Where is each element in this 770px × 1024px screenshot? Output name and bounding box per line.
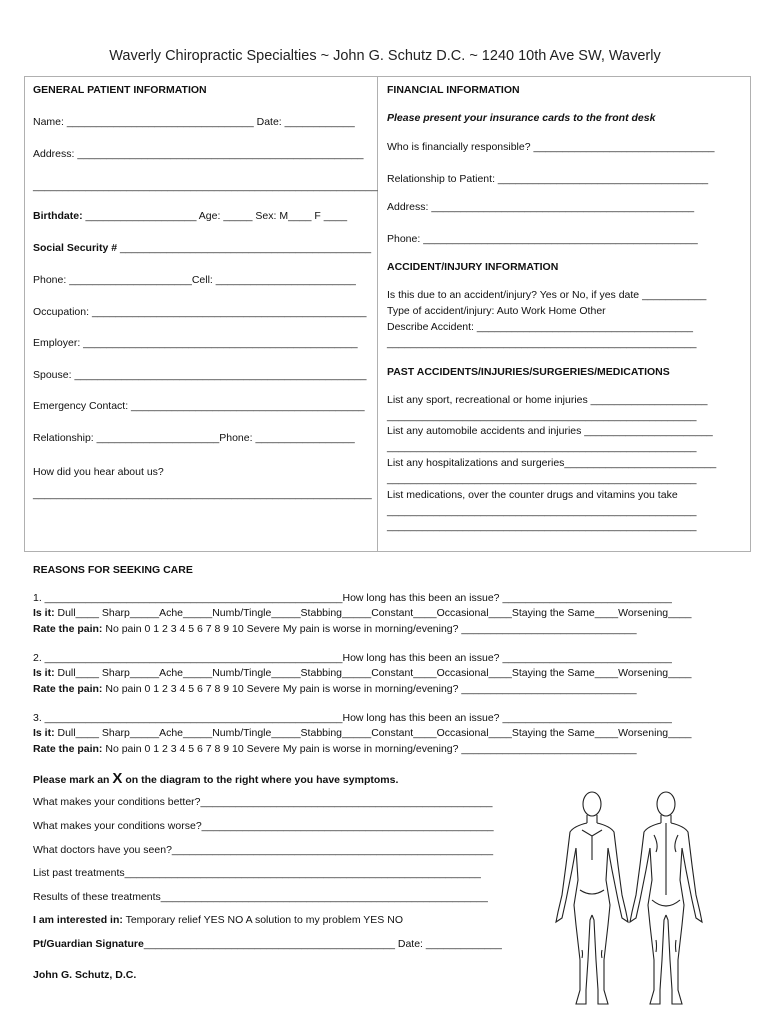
doctors-field[interactable]: What doctors have you seen?_______________________________________________________	[33, 844, 494, 856]
name-field[interactable]: Name: ________________________________ Date: ____________	[33, 116, 355, 128]
ssn-field[interactable]: ___________________________________________	[117, 242, 372, 254]
auto-accidents-blank[interactable]: _____________________________________________________	[387, 441, 697, 453]
reasons-heading: REASONS FOR SEEKING CARE	[33, 564, 193, 576]
reason-3-rate[interactable]: Rate the pain: No pain 0 1 2 3 4 5 6 7 8 9 10 Severe My pain is worse in morning/evening? ______________________________	[33, 743, 637, 755]
hospitalizations-blank[interactable]: _____________________________________________________	[387, 473, 697, 485]
reason-3-field[interactable]: 3. ___________________________________________________How long has this been an issue? _____________________________	[33, 712, 672, 724]
birthdate-label: Birthdate:	[33, 210, 83, 222]
general-heading: GENERAL PATIENT INFORMATION	[33, 84, 207, 96]
signature-row[interactable]: Pt/Guardian Signature___________________________________________ Date: _____________	[33, 938, 502, 950]
spouse-field[interactable]: Spouse: __________________________________________________	[33, 369, 367, 381]
reason-3-is-it[interactable]: Is it: Dull____ Sharp_____Ache_____Numb/Tingle_____Stabbing_____Constant____Occasional____Staying the Same____Worsening____	[33, 727, 692, 739]
column-divider	[377, 76, 378, 551]
past-heading: PAST ACCIDENTS/INJURIES/SURGERIES/MEDICATIONS	[387, 366, 670, 378]
ssn-row[interactable]	[33, 242, 371, 254]
occupation-field[interactable]: Occupation: _______________________________________________	[33, 306, 367, 318]
hear-about-field[interactable]: __________________________________________________________	[33, 488, 372, 500]
reason-2-rate[interactable]: Rate the pain: No pain 0 1 2 3 4 5 6 7 8 9 10 Severe My pain is worse in morning/evening? ______________________________	[33, 683, 637, 695]
financial-phone-field[interactable]: Phone: _______________________________________________	[387, 233, 698, 245]
sport-injuries-field[interactable]: List any sport, recreational or home injuries ____________________	[387, 394, 708, 406]
address-field-2[interactable]: ___________________________________________________________	[33, 180, 378, 192]
describe-accident-field[interactable]: Describe Accident: _____________________________________	[387, 321, 693, 333]
relationship-field[interactable]: Relationship: _____________________Phone: _________________	[33, 432, 355, 444]
birthdate-fields[interactable]: ___________________ Age: _____ Sex: M____ F ____	[82, 210, 348, 222]
accident-heading: ACCIDENT/INJURY INFORMATION	[387, 261, 559, 273]
financial-address-field[interactable]: Address: _____________________________________________	[387, 201, 695, 213]
doctor-name: John G. Schutz, D.C.	[33, 969, 137, 981]
medications-blank-2[interactable]: _____________________________________________________	[387, 520, 697, 532]
hospitalizations-field[interactable]: List any hospitalizations and surgeries__________________________	[387, 457, 717, 469]
reason-1-rate[interactable]: Rate the pain: No pain 0 1 2 3 4 5 6 7 8 9 10 Severe My pain is worse in morning/evening? ______________________________	[33, 623, 637, 635]
responsible-field[interactable]: Who is financially responsible? _______________________________	[387, 141, 715, 153]
address-field[interactable]: Address: _________________________________________________	[33, 148, 364, 160]
sport-injuries-blank[interactable]: _____________________________________________________	[387, 410, 697, 422]
emergency-contact-field[interactable]: Emergency Contact: ________________________________________	[33, 400, 365, 412]
interested-row[interactable]: I am interested in: Temporary relief YES NO A solution to my problem YES NO	[33, 914, 403, 926]
medications-blank-1[interactable]: _____________________________________________________	[387, 505, 697, 517]
birthdate-row[interactable]	[33, 210, 347, 222]
accident-due-field[interactable]: Is this due to an accident/injury? Yes or No, if yes date ___________	[387, 289, 707, 301]
relationship-patient-field[interactable]: Relationship to Patient: ____________________________________	[387, 173, 709, 185]
results-field[interactable]: Results of these treatments________________________________________________________	[33, 891, 488, 903]
auto-accidents-field[interactable]: List any automobile accidents and injuries ______________________	[387, 425, 713, 437]
reason-1-field[interactable]: 1. ___________________________________________________How long has this been an issue? _____________________________	[33, 592, 672, 604]
reason-2-field[interactable]: 2. ___________________________________________________How long has this been an issue? _____________________________	[33, 652, 672, 664]
insurance-note: Please present your insurance cards to the front desk	[387, 112, 656, 124]
reason-1-is-it[interactable]: Is it: Dull____ Sharp_____Ache_____Numb/Tingle_____Stabbing_____Constant____Occasional____Staying the Same____Worsening____	[33, 607, 692, 619]
hear-about-label: How did you hear about us?	[33, 466, 164, 478]
phone-field[interactable]: Phone: _____________________Cell: ________________________	[33, 274, 356, 286]
body-front-diagram[interactable]	[552, 790, 632, 1012]
reason-2-is-it[interactable]: Is it: Dull____ Sharp_____Ache_____Numb/Tingle_____Stabbing_____Constant____Occasional____Staying the Same____Worsening____	[33, 667, 692, 679]
worse-field[interactable]: What makes your conditions worse?__________________________________________________	[33, 820, 494, 832]
page-title: Waverly Chiropractic Specialties ~ John G. Schutz D.C. ~ 1240 10th Ave SW, Waverly	[109, 48, 661, 64]
accident-type-field[interactable]: Type of accident/injury: Auto Work Home Other	[387, 305, 606, 317]
ssn-label: Social Security #	[33, 242, 118, 254]
treatments-field[interactable]: List past treatments_____________________________________________________________	[33, 867, 481, 879]
medications-label: List medications, over the counter drugs and vitamins you take	[387, 489, 678, 501]
mark-diagram-instruction: Please mark an X on the diagram to the right where you have symptoms.	[33, 770, 399, 787]
financial-heading: FINANCIAL INFORMATION	[387, 84, 520, 96]
describe-accident-blank[interactable]: _____________________________________________________	[387, 337, 697, 349]
employer-field[interactable]: Employer: _______________________________________________	[33, 337, 358, 349]
body-back-diagram[interactable]	[626, 790, 706, 1012]
better-field[interactable]: What makes your conditions better?__________________________________________________	[33, 796, 493, 808]
